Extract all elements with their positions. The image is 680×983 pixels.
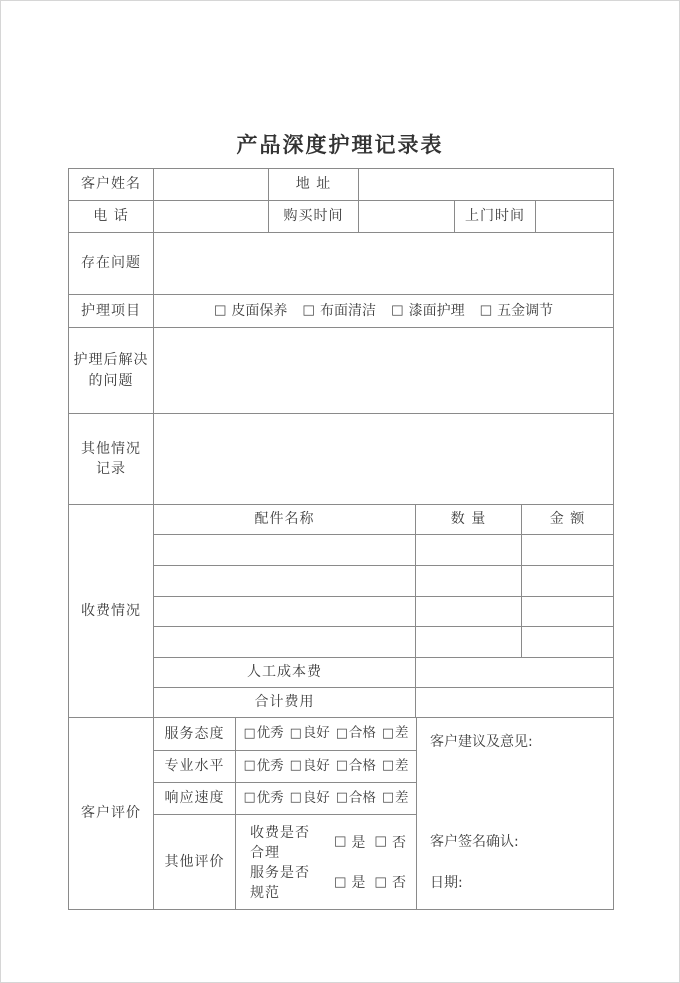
checkbox-label: 合格: [348, 725, 376, 742]
criterion-row: [154, 718, 416, 751]
charges-header-row: [154, 505, 613, 535]
row-existing-problems: [69, 233, 613, 295]
quantity-field[interactable]: [416, 597, 522, 626]
checkbox-label: 优秀: [256, 757, 284, 774]
charge-row: [154, 535, 613, 566]
other-records-label: 其他情况 记录: [69, 414, 154, 504]
fee-reasonable-options: [334, 832, 406, 852]
checkbox-label: 差: [394, 725, 409, 742]
checkbox-icon[interactable]: □: [374, 874, 387, 890]
checkbox-label: 合格: [348, 757, 376, 774]
checkbox-label: 是: [351, 834, 366, 851]
date-label: 日期:: [430, 875, 463, 891]
quantity-field[interactable]: [416, 535, 522, 565]
checkbox-label: 差: [394, 757, 409, 774]
service-attitude-label: 服务态度: [154, 718, 236, 750]
purchase-time-label: 购买时间: [269, 201, 359, 232]
customer-feedback-cell[interactable]: [417, 718, 613, 909]
evaluation-subtable: [154, 718, 417, 909]
row-name-address: [69, 169, 613, 201]
checkbox-icon[interactable]: □: [289, 790, 302, 806]
response-speed-options: [236, 783, 416, 814]
checkbox-icon[interactable]: □: [289, 758, 302, 774]
other-evaluation-label: 其他评价: [154, 815, 236, 909]
checkbox-option: [302, 301, 376, 321]
labor-cost-field[interactable]: [416, 658, 613, 687]
existing-problems-label: 存在问题: [69, 233, 154, 294]
service-attitude-options: [236, 718, 416, 750]
row-care-items: [69, 295, 613, 328]
checkbox-option: [336, 724, 376, 744]
address-label: 地 址: [269, 169, 359, 200]
care-record-form: [68, 168, 614, 910]
service-standard-options: [334, 872, 406, 892]
amount-field[interactable]: [522, 627, 613, 657]
checkbox-label: 否: [392, 834, 406, 851]
row-solved-problems: [69, 328, 613, 414]
quantity-header: 数 量: [416, 505, 522, 534]
solved-problems-field[interactable]: [154, 328, 613, 413]
existing-problems-field[interactable]: [154, 233, 613, 294]
checkbox-option: [244, 757, 284, 777]
checkbox-label: 合格: [348, 789, 376, 806]
checkbox-option: [382, 789, 409, 809]
charge-row: [154, 597, 613, 627]
address-field[interactable]: [359, 169, 613, 200]
row-other-records: [69, 414, 613, 505]
amount-field[interactable]: [522, 535, 613, 565]
accessory-name-field[interactable]: [154, 535, 416, 565]
checkbox-label: 优秀: [256, 789, 284, 806]
accessory-name-field[interactable]: [154, 566, 416, 596]
checkbox-icon[interactable]: □: [381, 790, 394, 806]
accessory-name-header: 配件名称: [154, 505, 416, 534]
checkbox-icon[interactable]: □: [335, 725, 348, 741]
response-speed-label: 响应速度: [154, 783, 236, 814]
checkbox-icon[interactable]: □: [479, 303, 493, 319]
checkbox-icon[interactable]: □: [243, 758, 256, 774]
solved-problems-label: 护理后解决 的问题: [69, 328, 154, 413]
checkbox-icon[interactable]: □: [333, 874, 347, 890]
quantity-field[interactable]: [416, 566, 522, 596]
checkbox-label: 良好: [302, 757, 330, 774]
checkbox-label: 差: [394, 789, 409, 806]
criterion-row: [154, 783, 416, 815]
charge-row: [154, 627, 613, 658]
checkbox-option: [374, 872, 406, 892]
checkbox-icon[interactable]: □: [381, 758, 394, 774]
customer-name-field[interactable]: [154, 169, 269, 200]
checkbox-label: 否: [392, 875, 406, 892]
charges-section: [69, 505, 613, 718]
signature-label: 客户签名确认:: [430, 834, 519, 850]
checkbox-label: 优秀: [256, 725, 284, 742]
checkbox-option: [214, 301, 288, 321]
phone-label: 电 话: [69, 201, 154, 232]
checkbox-label: 是: [351, 875, 366, 892]
checkbox-icon[interactable]: □: [374, 834, 387, 850]
checkbox-option: [374, 832, 406, 852]
checkbox-label: 五金调节: [497, 302, 554, 319]
checkbox-option: [334, 872, 366, 892]
checkbox-label: 良好: [302, 725, 330, 742]
checkbox-icon[interactable]: □: [289, 725, 302, 741]
evaluation-section: [69, 718, 613, 909]
page-title: 产品深度护理记录表: [236, 133, 444, 157]
suggestion-label: 客户建议及意见:: [430, 734, 533, 750]
checkbox-option: [244, 789, 284, 809]
care-items-options: [154, 295, 613, 327]
amount-header: 金 额: [549, 511, 586, 528]
checkbox-icon[interactable]: □: [335, 758, 348, 774]
checkbox-option: [290, 724, 330, 744]
amount-field[interactable]: [522, 566, 613, 596]
quantity-field[interactable]: [416, 627, 522, 657]
checkbox-icon[interactable]: □: [391, 303, 404, 319]
professional-level-label: 专业水平: [154, 751, 236, 782]
visit-time-field[interactable]: [536, 201, 613, 232]
checkbox-option: [382, 757, 409, 777]
checkbox-option: [480, 301, 554, 321]
labor-cost-label: 人工成本费: [154, 658, 416, 687]
charges-label: 收费情况: [69, 505, 154, 717]
total-cost-label: 合计费用: [154, 688, 416, 717]
criterion-row: [154, 751, 416, 783]
evaluation-label: 客户评价: [69, 718, 154, 909]
checkbox-option: [244, 724, 284, 744]
labor-cost-row: [154, 658, 613, 688]
checkbox-label: 布面清洁: [320, 302, 376, 319]
total-cost-field[interactable]: [416, 688, 613, 717]
checkbox-icon[interactable]: □: [213, 303, 227, 319]
checkbox-icon[interactable]: □: [381, 725, 394, 741]
accessory-name-field[interactable]: [154, 597, 416, 626]
checkbox-option: [336, 789, 376, 809]
row-phone-times: [69, 201, 613, 233]
purchase-time-field[interactable]: [359, 201, 455, 232]
checkbox-option: [391, 301, 465, 321]
professional-level-options: [236, 751, 416, 782]
checkbox-label: 良好: [302, 789, 330, 806]
checkbox-option: [334, 832, 366, 852]
total-cost-row: [154, 688, 613, 717]
checkbox-option: [290, 789, 330, 809]
accessory-name-field[interactable]: [154, 627, 416, 657]
charge-row: [154, 566, 613, 597]
care-items-label: 护理项目: [69, 295, 154, 327]
checkbox-label: 漆面护理: [408, 302, 465, 319]
checkbox-icon[interactable]: □: [243, 790, 256, 806]
checkbox-label: 皮面保养: [231, 302, 288, 319]
checkbox-icon[interactable]: □: [333, 834, 347, 850]
other-evaluation-content: [236, 815, 416, 909]
amount-field[interactable]: [522, 597, 613, 626]
customer-name-label: 客户姓名: [69, 169, 154, 200]
phone-field[interactable]: [154, 201, 269, 232]
checkbox-icon[interactable]: □: [335, 790, 348, 806]
service-standard-question: 服务是否规范 □ 是 □ 否: [250, 865, 406, 902]
visit-time-label: 上门时间: [455, 201, 536, 232]
checkbox-icon[interactable]: □: [302, 303, 315, 319]
checkbox-option: [382, 724, 409, 744]
other-evaluation-row: [154, 815, 416, 909]
other-records-field[interactable]: [154, 414, 613, 504]
checkbox-option: [336, 757, 376, 777]
fee-reasonable-question: 收费是否合理 □ 是 □ 否: [250, 824, 406, 861]
checkbox-option: [290, 757, 330, 777]
charges-subtable: [154, 505, 613, 717]
checkbox-icon[interactable]: □: [243, 725, 256, 741]
